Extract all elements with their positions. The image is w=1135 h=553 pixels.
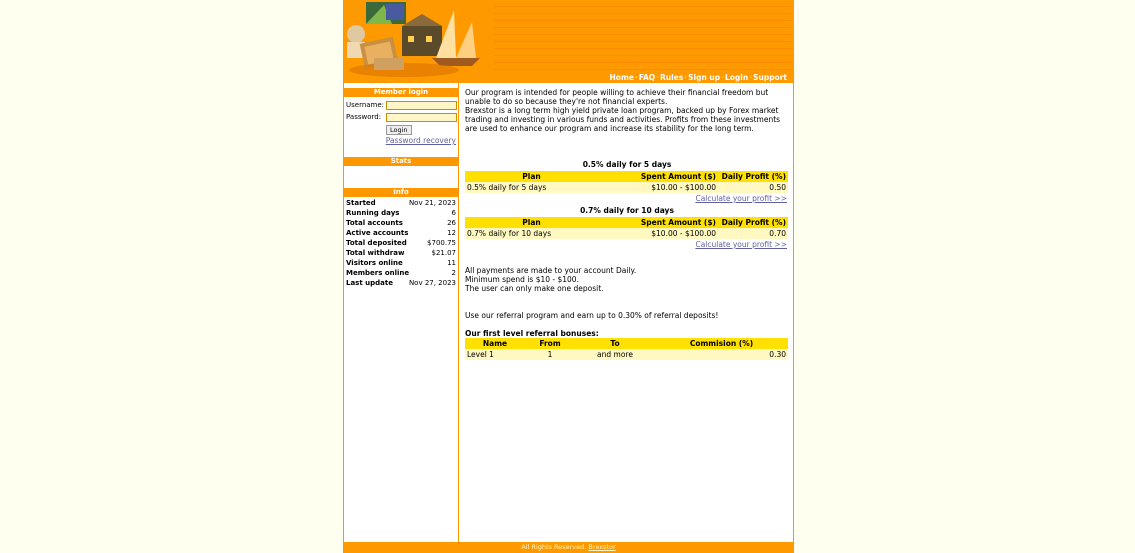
table-row (465, 349, 788, 360)
plan-cell: 0.50 (718, 182, 788, 193)
info-row (344, 208, 458, 218)
plan-cell: 0.7% daily for 10 days (465, 228, 598, 239)
password-input[interactable] (386, 113, 457, 122)
referral-header: To (575, 338, 655, 349)
info-value: 2 (451, 269, 456, 277)
info-value: 11 (447, 259, 456, 267)
plan-header: Plan (465, 217, 598, 228)
info-heading: Info (344, 188, 458, 197)
member-login-heading: Member login (344, 88, 458, 97)
stats-heading: Stats (344, 157, 458, 166)
plan-cell: 0.70 (718, 228, 788, 239)
calc-row (465, 194, 789, 203)
nav-support[interactable]: Support (753, 73, 787, 82)
top-navigation: Home·FAQ·Rules·Sign up·Login·Support (609, 73, 787, 82)
info-key: Visitors online (346, 259, 403, 267)
referral-cell: and more (575, 349, 655, 360)
footer-text: All Rights Reserved. (521, 543, 587, 551)
intro-text (465, 88, 789, 133)
plan-header: Spent Amount ($) (598, 171, 718, 182)
table-row (465, 228, 788, 239)
info-key: Total deposited (346, 239, 407, 247)
intro-line: Our program is intended for people willing to achieve their financial freedom but unable to do so because they're not financial experts. (465, 88, 769, 106)
info-value: $700.75 (427, 239, 456, 247)
nav-signup[interactable]: Sign up (688, 73, 721, 82)
header-stripes (484, 0, 793, 72)
plan-title: 0.7% daily for 10 days (580, 206, 674, 215)
note-line: Minimum spend is $10 - $100. (465, 275, 579, 284)
info-value: Nov 21, 2023 (408, 199, 456, 207)
username-label: Username: (346, 101, 385, 109)
info-key: Active accounts (346, 229, 409, 237)
referral-table (465, 338, 788, 360)
plan-header: Daily Profit (%) (718, 171, 788, 182)
plan-header: Daily Profit (%) (718, 217, 788, 228)
login-button[interactable]: Login (386, 125, 412, 135)
info-row (344, 248, 458, 258)
info-key: Total withdraw (346, 249, 405, 257)
site-footer (344, 542, 793, 553)
password-row (344, 111, 458, 123)
calculate-profit-link[interactable]: Calculate your profit >> (695, 194, 787, 203)
plan-cell: $10.00 - $100.00 (598, 228, 718, 239)
info-key: Total accounts (346, 219, 403, 227)
info-row (344, 238, 458, 248)
info-key: Running days (346, 209, 400, 217)
info-row (344, 258, 458, 268)
referral-header: Commision (%) (655, 338, 788, 349)
referral-header: From (525, 338, 575, 349)
info-value: Nov 27, 2023 (408, 279, 456, 287)
plan-table (465, 217, 788, 239)
referral-cell: 0.30 (655, 349, 788, 360)
info-key: Last update (346, 279, 393, 287)
plan-title: 0.5% daily for 5 days (582, 160, 672, 169)
username-row (344, 99, 458, 111)
referral-text: Use our referral program and earn up to 0.30% of referral deposits! (465, 311, 719, 320)
referral-title: Our first level referral bonuses: (465, 329, 599, 338)
table-row (465, 182, 788, 193)
info-value: 26 (447, 219, 456, 227)
info-value: $21.07 (431, 249, 456, 257)
left-sidebar (344, 83, 459, 542)
info-key: Started (346, 199, 376, 207)
intro-line: Brexstor is a long term high yield private loan program, backed up by Forex market trading and investing in various funds and activities. Profits from these investments are used to enhance our program and increase its stability for the long term. (465, 106, 781, 133)
site-header (344, 0, 793, 83)
info-value: 12 (447, 229, 456, 237)
plan-header: Spent Amount ($) (598, 217, 718, 228)
main-content (460, 83, 794, 542)
info-key: Members online (346, 269, 410, 277)
header-collage-image (344, 0, 494, 80)
plan-cell: $10.00 - $100.00 (598, 182, 718, 193)
referral-cell: 1 (525, 349, 575, 360)
calc-row (465, 240, 789, 249)
page-container (343, 0, 794, 553)
info-row (344, 218, 458, 228)
payment-notes (465, 266, 789, 293)
username-input[interactable] (386, 101, 457, 110)
footer-brand-link[interactable]: Brexstor (588, 543, 616, 551)
password-recovery-link[interactable]: Password recovery (385, 136, 456, 145)
plan-table (465, 171, 788, 193)
info-row (344, 228, 458, 238)
password-label: Password: (346, 113, 382, 121)
nav-login[interactable]: Login (725, 73, 749, 82)
info-value: 6 (451, 209, 456, 217)
note-line: All payments are made to your account Daily. (465, 266, 637, 275)
calculate-profit-link[interactable]: Calculate your profit >> (695, 240, 787, 249)
plan-header: Plan (465, 171, 598, 182)
nav-faq[interactable]: FAQ (638, 73, 656, 82)
info-row (344, 198, 458, 208)
password-recovery-row (344, 136, 458, 145)
info-row (344, 268, 458, 278)
referral-cell: Level 1 (465, 349, 525, 360)
referral-header: Name (465, 338, 525, 349)
nav-home[interactable]: Home (609, 73, 634, 82)
nav-rules[interactable]: Rules (660, 73, 684, 82)
note-line: The user can only make one deposit. (465, 284, 604, 293)
plan-cell: 0.5% daily for 5 days (465, 182, 598, 193)
info-row (344, 278, 458, 288)
